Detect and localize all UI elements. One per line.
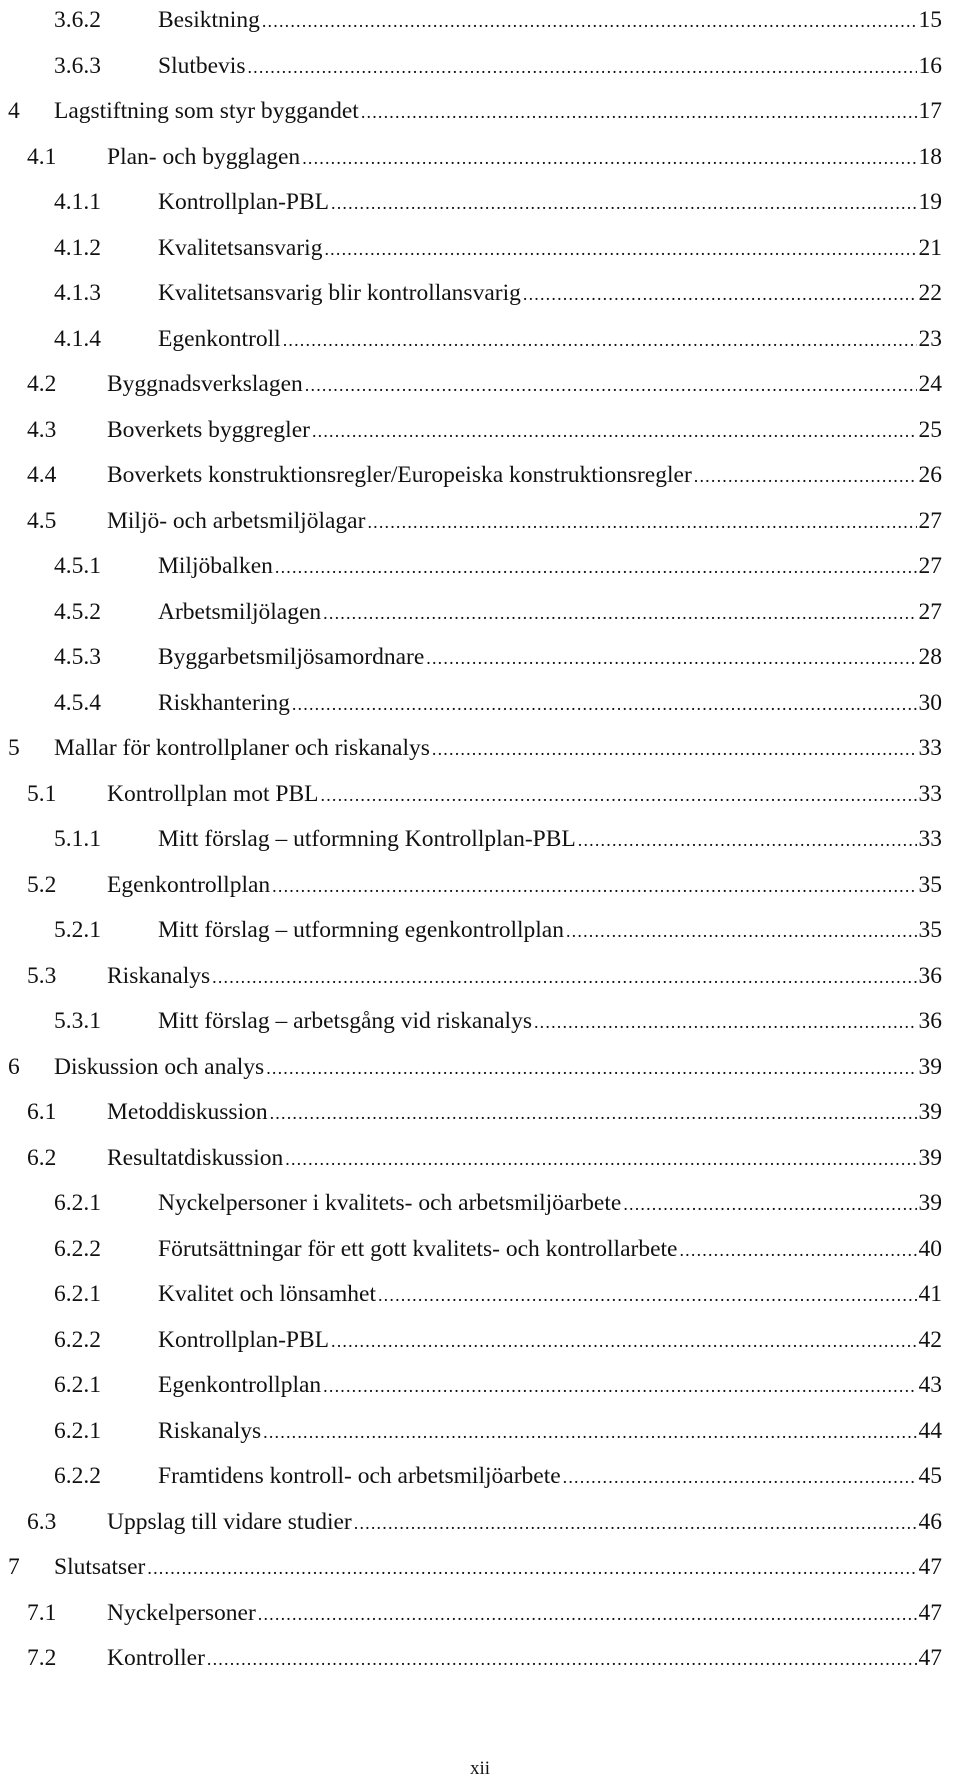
toc-dot-leader — [272, 866, 916, 906]
toc-dot-leader — [312, 411, 917, 451]
toc-entry-title: Kontrollplan-PBL — [158, 1326, 330, 1353]
toc-dot-leader — [354, 1503, 917, 1543]
toc-entry-number: 5.2.1 — [54, 917, 101, 943]
toc-entry[interactable] — [54, 0, 942, 40]
toc-entry-title: Metoddiskussion — [107, 1099, 268, 1125]
toc-entry-page: 15 — [918, 7, 942, 33]
toc-entry-title: Mallar för kontrollplaner och riskanalys — [54, 735, 430, 761]
toc-entry-page: 42 — [918, 1326, 942, 1353]
toc-entry-page: 30 — [918, 689, 942, 716]
toc-entry[interactable] — [54, 910, 942, 950]
toc-entry-title: Riskanalys — [158, 1417, 262, 1444]
toc-entry[interactable] — [54, 273, 942, 313]
toc-entry-page: 40 — [918, 1235, 942, 1262]
toc-dot-leader — [258, 1594, 917, 1634]
toc-entry[interactable] — [27, 1138, 942, 1178]
toc-entry-title: Mitt förslag – utformning Kontrollplan-PBL — [158, 826, 576, 852]
toc-entry[interactable] — [54, 182, 942, 222]
toc-entry-title: Egenkontroll — [158, 325, 281, 352]
toc-entry-number: 3.6.3 — [54, 52, 101, 79]
toc-entry-number: 4.3 — [27, 416, 57, 443]
toc-entry[interactable] — [54, 592, 942, 632]
toc-entry-number: 6.2.2 — [54, 1235, 101, 1262]
toc-dot-leader — [321, 775, 917, 815]
toc-entry-page: 41 — [918, 1281, 942, 1307]
toc-entry-number: 4.1.3 — [54, 280, 101, 306]
toc-entry-title: Miljö- och arbetsmiljölagar — [107, 507, 366, 534]
toc-dot-leader — [302, 138, 916, 178]
toc-dot-leader — [623, 1184, 916, 1224]
toc-entry[interactable] — [54, 1183, 942, 1223]
toc-entry-number: 6 — [8, 1053, 20, 1080]
toc-dot-leader — [578, 820, 917, 860]
toc-dot-leader — [566, 911, 917, 951]
toc-entry-title: Lagstiftning som styr byggandet — [54, 98, 359, 124]
toc-entry-title: Uppslag till vidare studier — [107, 1508, 352, 1535]
toc-entry[interactable] — [27, 1502, 942, 1542]
toc-entry-number: 4.5.2 — [54, 598, 101, 625]
toc-entry-number: 4.2 — [27, 371, 57, 397]
toc-entry-number: 6.2 — [27, 1144, 57, 1171]
toc-entry-title: Miljöbalken — [158, 553, 273, 579]
toc-entry-page: 27 — [918, 553, 942, 579]
toc-entry-page: 25 — [918, 416, 942, 443]
toc-entry-title: Boverkets konstruktionsregler/Europeiska konstruktionsregler — [107, 462, 692, 488]
toc-entry-title: Resultatdiskussion — [107, 1144, 284, 1171]
toc-entry[interactable] — [54, 819, 942, 859]
toc-entry-number: 7 — [8, 1554, 20, 1580]
toc-entry-number: 5.2 — [27, 871, 57, 898]
toc-dot-leader — [534, 1002, 917, 1042]
toc-dot-leader — [275, 547, 917, 587]
toc-entry[interactable] — [8, 1047, 942, 1087]
toc-entry-title: Egenkontrollplan — [107, 871, 271, 898]
toc-entry-number: 5.3 — [27, 962, 57, 989]
toc-dot-leader — [679, 1230, 916, 1270]
toc-entry-number: 5.1.1 — [54, 826, 101, 852]
toc-entry[interactable] — [54, 319, 942, 359]
toc-entry-number: 6.3 — [27, 1508, 57, 1535]
toc-entry-title: Kvalitetsansvarig blir kontrollansvarig — [158, 280, 521, 306]
toc-entry-page: 36 — [918, 1008, 942, 1034]
toc-entry[interactable] — [27, 1638, 942, 1678]
toc-entry-title: Slutsatser — [54, 1554, 146, 1580]
toc-entry-page: 39 — [918, 1190, 942, 1216]
toc-entry-title: Diskussion och analys — [54, 1053, 265, 1080]
toc-entry[interactable] — [27, 956, 942, 996]
toc-entry-number: 4 — [8, 98, 20, 124]
toc-dot-leader — [247, 47, 916, 87]
toc-entry-title: Egenkontrollplan — [158, 1372, 322, 1398]
toc-entry-number: 6.2.1 — [54, 1417, 101, 1444]
toc-dot-leader — [367, 502, 916, 542]
toc-entry-title: Riskanalys — [107, 962, 211, 989]
toc-entry-title: Plan- och bygglagen — [107, 143, 301, 170]
toc-entry-page: 33 — [918, 826, 942, 852]
toc-entry-number: 6.2.2 — [54, 1326, 101, 1353]
toc-entry-number: 4.1.2 — [54, 234, 101, 261]
toc-entry-title: Arbetsmiljölagen — [158, 598, 322, 625]
toc-entry-title: Boverkets byggregler — [107, 416, 310, 443]
toc-dot-leader — [426, 638, 916, 678]
toc-dot-leader — [212, 957, 916, 997]
toc-entry[interactable] — [8, 728, 942, 768]
toc-dot-leader — [324, 229, 916, 269]
toc-entry-number: 6.2.1 — [54, 1372, 101, 1398]
toc-dot-leader — [361, 92, 917, 132]
toc-entry[interactable] — [27, 410, 942, 450]
toc-entry-number: 7.1 — [27, 1599, 57, 1626]
toc-entry-title: Kontroller — [107, 1645, 205, 1671]
toc-entry-title: Mitt förslag – utformning egenkontrollplan — [158, 917, 564, 943]
toc-entry-number: 4.5 — [27, 507, 57, 534]
toc-entry-number: 6.2.1 — [54, 1281, 101, 1307]
toc-entry-title: Kontrollplan mot PBL — [107, 780, 319, 807]
toc-entry-title: Mitt förslag – arbetsgång vid riskanalys — [158, 1008, 532, 1034]
toc-dot-leader — [323, 593, 916, 633]
toc-entry-title: Nyckelpersoner i kvalitets- och arbetsmiljöarbete — [158, 1190, 622, 1216]
toc-entry[interactable] — [27, 137, 942, 177]
toc-entry-number: 5.3.1 — [54, 1008, 101, 1034]
toc-entry-page: 44 — [918, 1417, 942, 1444]
toc-entry-page: 33 — [918, 780, 942, 807]
toc-entry-page: 36 — [918, 962, 942, 989]
toc-entry[interactable] — [8, 1547, 942, 1587]
toc-entry-number: 4.5.3 — [54, 644, 101, 670]
toc-dot-leader — [694, 456, 917, 496]
toc-entry-page: 45 — [918, 1463, 942, 1489]
toc-entry-number: 6.1 — [27, 1099, 57, 1125]
toc-entry-number: 7.2 — [27, 1645, 57, 1671]
toc-entry[interactable] — [27, 501, 942, 541]
toc-entry-page: 21 — [918, 234, 942, 261]
toc-entry-title: Kontrollplan-PBL — [158, 189, 330, 215]
toc-entry-number: 6.2.1 — [54, 1190, 101, 1216]
toc-dot-leader — [432, 729, 917, 769]
toc-dot-leader — [378, 1275, 917, 1315]
toc-entry-title: Slutbevis — [158, 52, 246, 79]
toc-entry-title: Besiktning — [158, 7, 260, 33]
toc-dot-leader — [285, 1139, 916, 1179]
toc-entry[interactable] — [27, 865, 942, 905]
toc-entry-page: 18 — [918, 143, 942, 170]
toc-entry[interactable] — [27, 364, 942, 404]
toc-dot-leader — [266, 1048, 916, 1088]
toc-entry-page: 35 — [918, 917, 942, 943]
toc-entry-page: 16 — [918, 52, 942, 79]
toc-entry[interactable] — [27, 1092, 942, 1132]
toc-dot-leader — [270, 1093, 917, 1133]
toc-entry-number: 5 — [8, 735, 20, 761]
toc-entry-number: 4.5.4 — [54, 689, 101, 716]
toc-entry-page: 33 — [918, 735, 942, 761]
toc-dot-leader — [292, 684, 917, 724]
toc-entry-page: 47 — [918, 1645, 942, 1671]
toc-entry[interactable] — [54, 637, 942, 677]
toc-entry[interactable] — [54, 1411, 942, 1451]
toc-entry-page: 27 — [918, 507, 942, 534]
toc-entry-page: 39 — [918, 1144, 942, 1171]
toc-entry[interactable] — [54, 1001, 942, 1041]
toc-entry-page: 47 — [918, 1599, 942, 1626]
toc-entry-title: Kvalitetsansvarig — [158, 234, 323, 261]
toc-entry-page: 24 — [918, 371, 942, 397]
toc-entry[interactable] — [54, 1320, 942, 1360]
toc-entry[interactable] — [54, 228, 942, 268]
toc-entry-page: 23 — [918, 325, 942, 352]
toc-entry[interactable] — [54, 546, 942, 586]
toc-entry-number: 4.5.1 — [54, 553, 101, 579]
toc-entry-number: 4.1.1 — [54, 189, 101, 215]
toc-entry[interactable] — [54, 1456, 942, 1496]
toc-entry[interactable] — [27, 774, 942, 814]
toc-entry-title: Framtidens kontroll- och arbetsmiljöarbete — [158, 1463, 561, 1489]
toc-dot-leader — [263, 1412, 916, 1452]
toc-dot-leader — [283, 320, 917, 360]
toc-entry[interactable] — [54, 46, 942, 86]
toc-entry-page: 19 — [918, 189, 942, 215]
toc-entry[interactable] — [54, 1229, 942, 1269]
toc-entry-title: Kvalitet och lönsamhet — [158, 1281, 376, 1307]
toc-entry-title: Byggarbetsmiljösamordnare — [158, 644, 425, 670]
toc-entry[interactable] — [54, 683, 942, 723]
toc-entry-page: 26 — [918, 462, 942, 488]
toc-dot-leader — [262, 1, 917, 41]
toc-entry-number: 4.4 — [27, 462, 57, 488]
toc-entry[interactable] — [54, 1365, 942, 1405]
toc-entry[interactable] — [54, 1274, 942, 1314]
toc-entry-title: Riskhantering — [158, 689, 290, 716]
toc-entry-page: 28 — [918, 644, 942, 670]
toc-entry[interactable] — [27, 1593, 942, 1633]
toc-entry-number: 3.6.2 — [54, 7, 101, 33]
toc-entry-page: 17 — [918, 98, 942, 124]
toc-entry-page: 39 — [918, 1053, 942, 1080]
toc-entry-title: Förutsättningar för ett gott kvalitets- och kontrollarbete — [158, 1235, 678, 1262]
page-number: xii — [469, 1758, 491, 1779]
toc-entry-page: 43 — [918, 1372, 942, 1398]
toc-dot-leader — [523, 274, 917, 314]
toc-entry[interactable] — [8, 91, 942, 131]
toc-dot-leader — [331, 183, 916, 223]
toc-dot-leader — [305, 365, 917, 405]
toc-entry-title: Nyckelpersoner — [107, 1599, 256, 1626]
toc-entry-number: 4.1.4 — [54, 325, 101, 352]
toc-entry-page: 27 — [918, 598, 942, 625]
toc-entry-number: 6.2.2 — [54, 1463, 101, 1489]
toc-entry[interactable] — [27, 455, 942, 495]
toc-dot-leader — [323, 1366, 916, 1406]
toc-entry-number: 4.1 — [27, 143, 57, 170]
toc-dot-leader — [563, 1457, 917, 1497]
toc-entry-number: 5.1 — [27, 780, 57, 807]
toc-dot-leader — [207, 1639, 917, 1679]
toc-entry-page: 35 — [918, 871, 942, 898]
toc-dot-leader — [147, 1548, 916, 1588]
toc-entry-title: Byggnadsverkslagen — [107, 371, 303, 397]
toc-entry-page: 46 — [918, 1508, 942, 1535]
toc-entry-page: 47 — [918, 1554, 942, 1580]
toc-entry-page: 22 — [918, 280, 942, 306]
toc-entry-page: 39 — [918, 1099, 942, 1125]
toc-dot-leader — [331, 1321, 916, 1361]
